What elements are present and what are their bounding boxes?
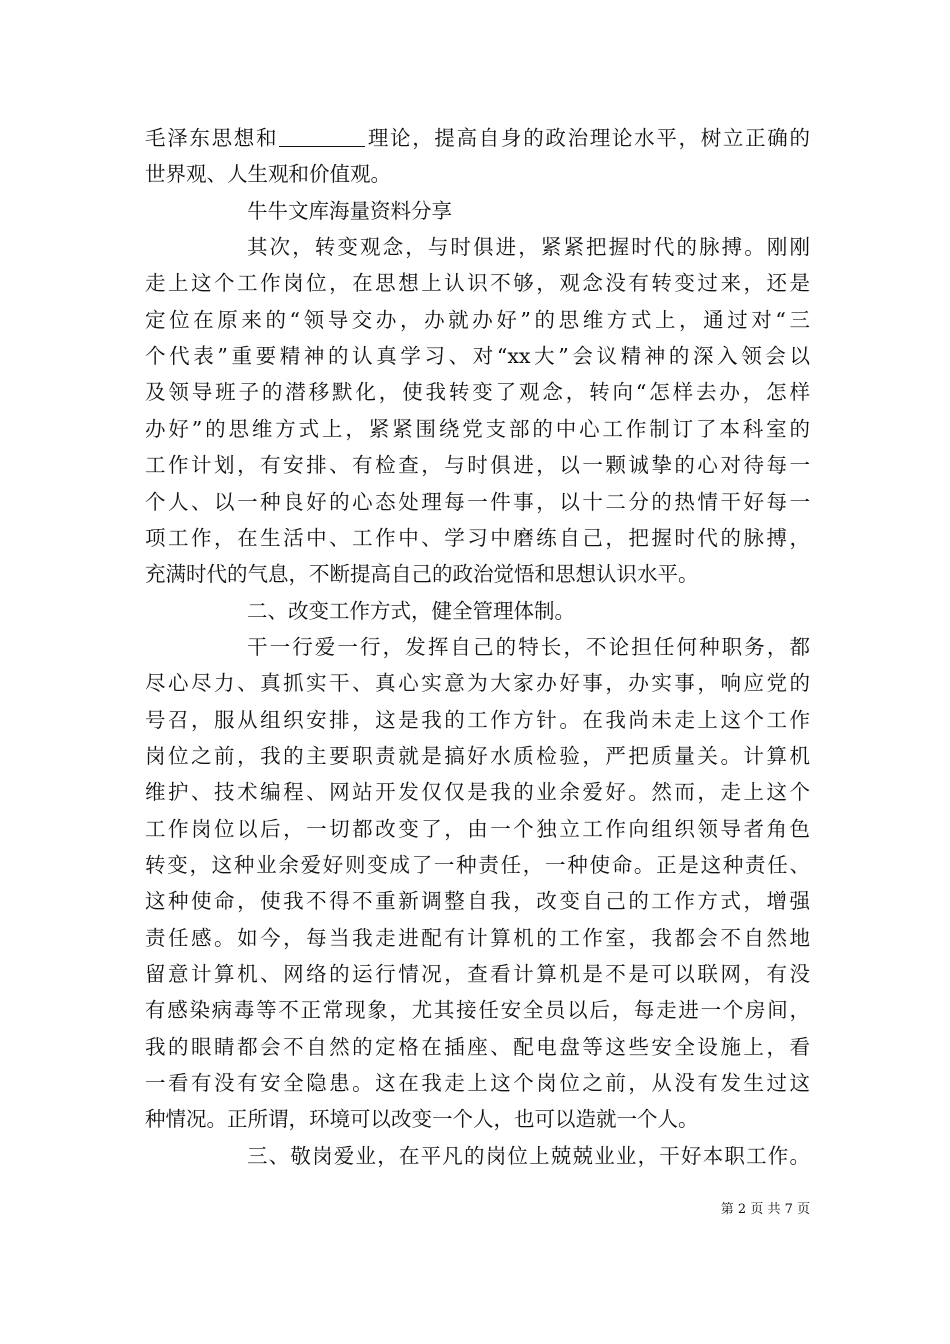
text-segment: 毛泽东思想和	[145, 126, 279, 150]
text-line: 定位在原来的“领导交办，办就办好”的思维方式上，通过对“三	[145, 308, 810, 332]
text-line: 二、改变工作方式，健全管理体制。	[247, 599, 575, 623]
text-line	[145, 125, 810, 151]
text-line: 我的眼睛都会不自然的定格在插座、配电盘等这些安全设施上，看	[145, 1035, 810, 1059]
text-line: 其次，转变观念，与时俱进，紧紧把握时代的脉搏。刚刚	[247, 235, 810, 259]
text-line: 工作计划，有安排、有检查，与时俱进，以一颗诚挚的心对待每一	[145, 453, 810, 477]
text-line: 责任感。如今，每当我走进配有计算机的工作室，我都会不自然地	[145, 926, 810, 950]
text-line: 一看有没有安全隐患。这在我走上这个岗位之前，从没有发生过这	[145, 1071, 810, 1095]
page-number-footer: 第 2 页 共 7 页	[720, 1202, 810, 1217]
text-line: 世界观、人生观和价值观。	[145, 162, 391, 186]
text-line: 种情况。正所谓，环境可以改变一个人，也可以造就一个人。	[145, 1107, 699, 1131]
text-line: 干一行爱一行，发挥自己的特长，不论担任何种职务，都	[247, 635, 810, 659]
text-line: 个代表”重要精神的认真学习、对“xx大”会议精神的深入领会以	[145, 344, 810, 368]
text-segment: 理论，提高自身的政治理论水平，树立正确的	[366, 126, 810, 150]
text-line: 走上这个工作岗位，在思想上认识不够，观念没有转变过来，还是	[145, 271, 810, 295]
text-line: 尽心尽力、真抓实干、真心实意为大家办好事，办实事，响应党的	[145, 671, 810, 695]
text-line: 留意计算机、网络的运行情况，查看计算机是不是可以联网，有没	[145, 962, 810, 986]
text-line: 有感染病毒等不正常现象，尤其接任安全员以后，每走进一个房间，	[145, 998, 810, 1022]
text-line: 充满时代的气息，不断提高自己的政治觉悟和思想认识水平。	[145, 562, 699, 586]
text-line: 项工作，在生活中、工作中、学习中磨练自己，把握时代的脉搏，	[145, 526, 810, 550]
text-line: 办好”的思维方式上，紧紧围绕党支部的中心工作制订了本科室的	[145, 417, 810, 441]
text-line: 维护、技术编程、网站开发仅仅是我的业余爱好。然而，走上这个	[145, 780, 810, 804]
text-line: 个人、以一种良好的心态处理每一件事，以十二分的热情干好每一	[145, 490, 810, 514]
text-line: 及领导班子的潜移默化，使我转变了观念，转向“怎样去办，怎样	[145, 380, 810, 404]
text-line: 三、敬岗爱业，在平凡的岗位上兢兢业业，干好本职工作。	[247, 1144, 810, 1168]
text-line: 牛牛文库海量资料分享	[247, 199, 452, 223]
text-line: 岗位之前，我的主要职责就是搞好水质检验，严把质量关。计算机	[145, 744, 810, 768]
text-line: 号召，服从组织安排，这是我的工作方针。在我尚未走上这个工作	[145, 708, 810, 732]
fill-in-blank	[279, 126, 365, 147]
text-line: 工作岗位以后，一切都改变了，由一个独立工作向组织领导者角色	[145, 817, 810, 841]
text-line: 转变，这种业余爱好则变成了一种责任，一种使命。正是这种责任、	[145, 853, 810, 877]
text-line: 这种使命，使我不得不重新调整自我，改变自己的工作方式，增强	[145, 889, 810, 913]
